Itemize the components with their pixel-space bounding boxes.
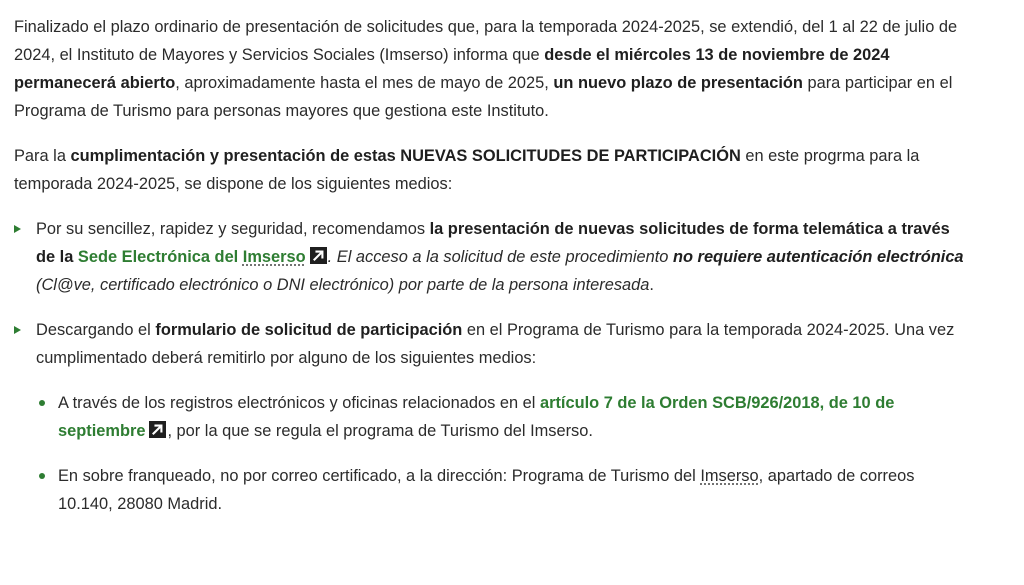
dot-bullet-icon xyxy=(39,400,45,406)
intro-text-1: Finalizado el plazo ordinario de presentación de solicitudes que, para la temporada 2024-2025, se extendió, del 1 al 22 de julio de 2024, el Instituto de Mayores y Servicios Sociales (Imserso) informa que xyxy=(14,18,958,64)
imserso-abbr: Imserso xyxy=(700,467,759,485)
sub2-text-2: , apartado de correos 10.140, 28080 Madrid. xyxy=(58,467,915,513)
means-text-2: en este progrma para la temporada 2024-2025, se dispone de los siguientes medios: xyxy=(14,147,920,193)
sub2-text-1: En sobre franqueado, no por correo certificado, a la dirección: Programa de Turismo del xyxy=(58,467,701,485)
submission-list xyxy=(36,389,964,518)
sub-item-postal-mail xyxy=(36,462,964,518)
article-content xyxy=(14,13,964,535)
item1-text-2: . xyxy=(649,276,654,294)
triangle-bullet-icon xyxy=(14,326,21,334)
means-text-1: Para la xyxy=(14,147,71,165)
item2-text-2: en el Programa de Turismo para la temporada 2024-2025. Una vez cumplimentado deberá remitirlo por alguno de los siguientes medios: xyxy=(36,321,955,367)
sede-link-text: Sede Electrónica del xyxy=(77,248,243,266)
means-list xyxy=(14,215,964,518)
intro-paragraph xyxy=(14,13,964,125)
sede-electronica-link[interactable] xyxy=(78,248,328,266)
sub1-text-1: A través de los registros electrónicos y oficinas relacionados en el xyxy=(58,394,540,412)
item1-bold: la presentación de nuevas solicitudes de forma telemática a través de la xyxy=(36,220,950,266)
external-link-icon xyxy=(310,247,327,264)
list-item-download-form xyxy=(14,316,964,518)
intro-text-2: , aproximadamente hasta el mes de mayo de 2025, xyxy=(175,74,554,92)
item1-bold-italic: no requiere autenticación electrónica xyxy=(672,248,964,266)
item2-bold: formulario de solicitud de participación xyxy=(155,321,463,339)
external-link-icon xyxy=(149,421,166,438)
sub-item-electronic-registry xyxy=(36,389,964,445)
sede-link-abbr: Imserso xyxy=(242,248,306,266)
intro-text-3: para participar en el Programa de Turismo para personas mayores que gestiona este Instituto. xyxy=(14,74,953,120)
sub1-text-2: , por la que se regula el programa de Turismo del Imserso. xyxy=(167,422,593,440)
intro-bold-date: desde el miércoles 13 de noviembre de 2024 permanecerá abierto xyxy=(14,46,890,92)
list-item-telematic xyxy=(14,215,964,299)
intro-bold-new-period: un nuevo plazo de presentación xyxy=(553,74,803,92)
orden-link-text: artículo 7 de la Orden SCB/926/2018, de 10 de septiembre xyxy=(58,394,895,440)
means-bold: cumplimentación y presentación de estas NUEVAS SOLICITUDES DE PARTICIPACIÓN xyxy=(70,147,741,165)
dot-bullet-icon xyxy=(39,473,45,479)
item2-text-1: Descargando el xyxy=(36,321,156,339)
item1-italic-1: . El acceso a la solicitud de este procedimiento xyxy=(327,248,673,266)
item1-italic-2: (Cl@ve, certificado electrónico o DNI electrónico) por parte de la persona interesada xyxy=(36,276,650,294)
means-paragraph xyxy=(14,142,964,198)
item1-text-1: Por su sencillez, rapidez y seguridad, recomendamos xyxy=(36,220,430,238)
triangle-bullet-icon xyxy=(14,225,21,233)
